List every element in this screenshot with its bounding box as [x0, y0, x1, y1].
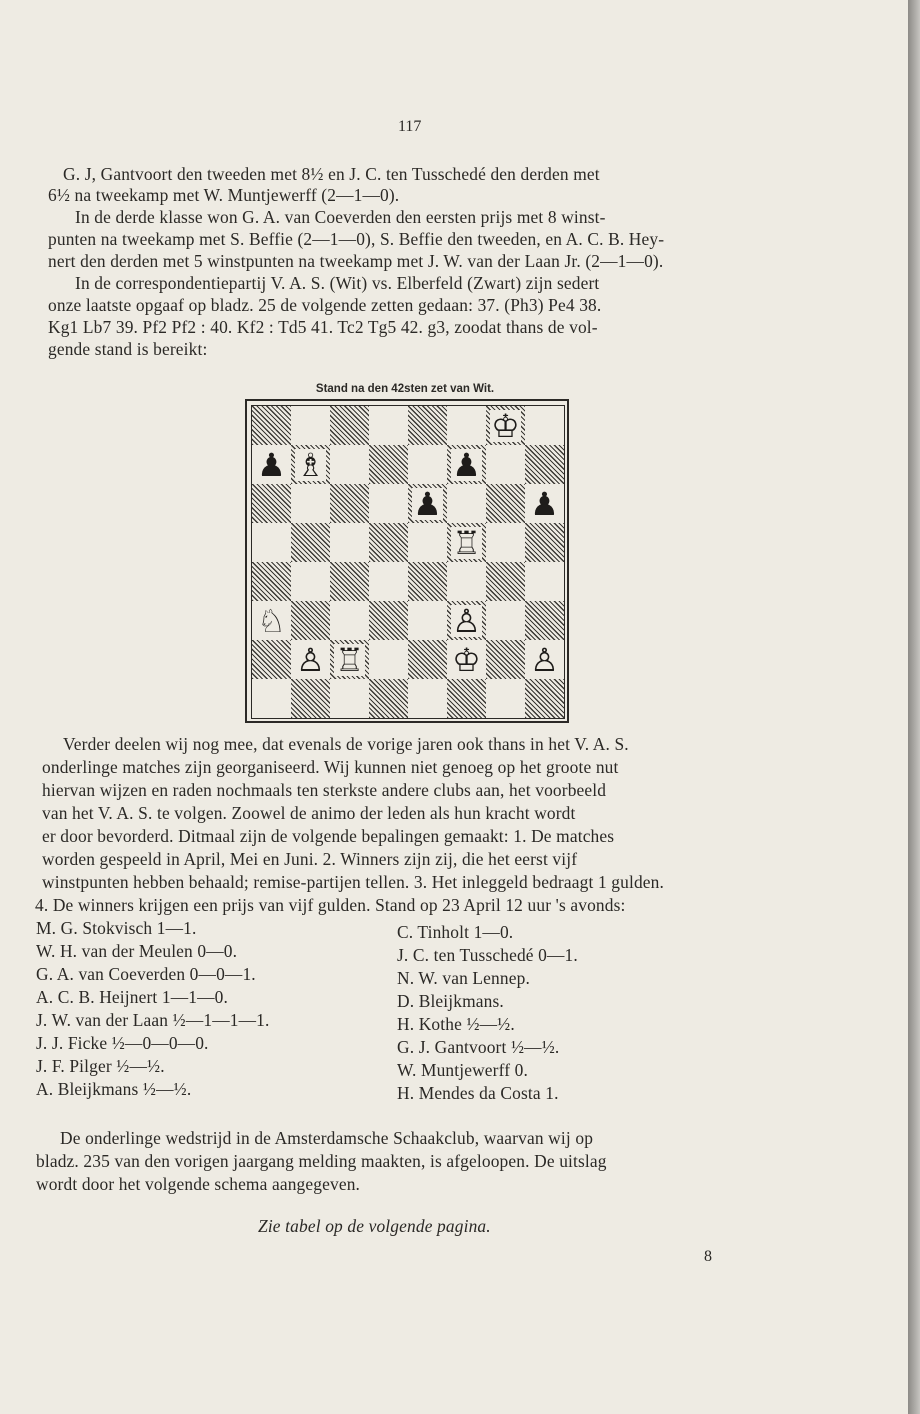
square-f2 [447, 640, 486, 679]
paragraph-1-line: gende stand is bereikt: [48, 339, 208, 359]
square-e3 [408, 601, 447, 640]
square-c7 [330, 445, 369, 484]
white-rook-icon: ♖ [452, 523, 481, 562]
paragraph-2-line: hiervan wijzen en raden nochmaals ten sterkste andere clubs aan, het voorbeeld [42, 780, 607, 800]
square-a7 [252, 445, 291, 484]
paragraph-1-line: punten na tweekamp met S. Beffie (2—1—0), S. Beffie den tweeden, en A. C. B. Hey- [48, 229, 665, 249]
square-e6 [408, 484, 447, 523]
chess-board [251, 405, 565, 719]
square-c8 [330, 406, 369, 445]
square-f3 [447, 601, 486, 640]
square-c1 [330, 679, 369, 718]
white-bishop-icon: ♗ [296, 445, 325, 484]
square-g4 [486, 562, 525, 601]
paragraph-1-line: In de correspondentiepartij V. A. S. (Wit) vs. Elberfeld (Zwart) zijn sedert [75, 273, 600, 293]
square-b6 [291, 484, 330, 523]
paragraph-3-line: bladz. 235 van den vorigen jaargang melding maakten, is afgeloopen. De uitslag [36, 1151, 607, 1171]
square-h2 [525, 640, 564, 679]
diagram-caption: Stand na den 42sten zet van Wit. [315, 383, 495, 395]
standing-entry: M. G. Stokvisch 1—1. [36, 918, 197, 938]
paragraph-3-line: De onderlinge wedstrijd in de Amsterdamsche Schaakclub, waarvan wij op [60, 1128, 594, 1148]
square-e4 [408, 562, 447, 601]
square-b3 [291, 601, 330, 640]
square-a8 [252, 406, 291, 445]
square-b4 [291, 562, 330, 601]
square-d4 [369, 562, 408, 601]
standing-entry: D. Bleijkmans. [397, 991, 504, 1011]
standing-entry: J. C. ten Tusschedé 0—1. [397, 945, 578, 965]
square-a1 [252, 679, 291, 718]
square-g5 [486, 523, 525, 562]
square-d2 [369, 640, 408, 679]
square-f7 [447, 445, 486, 484]
square-e2 [408, 640, 447, 679]
white-pawn-icon: ♙ [296, 640, 325, 679]
paragraph-2-line: winstpunten hebben behaald; remise-partijen tellen. 3. Het inleggeld bedraagt 1 gulden. [42, 872, 665, 892]
paragraph-1-line: onze laatste opgaaf op bladz. 25 de volgende zetten gedaan: 37. (Ph3) Pe4 38. [48, 295, 602, 315]
standing-entry: A. Bleijkmans ½—½. [36, 1079, 192, 1099]
square-e5 [408, 523, 447, 562]
standing-entry: G. J. Gantvoort ½—½. [397, 1037, 560, 1057]
white-pawn-icon: ♙ [530, 640, 559, 679]
standing-entry: G. A. van Coeverden 0—0—1. [36, 964, 256, 984]
square-b2 [291, 640, 330, 679]
square-b8 [291, 406, 330, 445]
paragraph-1-line: G. J, Gantvoort den tweeden met 8½ en J. C. ten Tusschedé den derden met [63, 164, 600, 184]
square-g3 [486, 601, 525, 640]
black-pawn-icon: ♟ [413, 484, 442, 523]
page-number-bottom: 8 [704, 1248, 712, 1265]
square-f6 [447, 484, 486, 523]
standing-entry: N. W. van Lennep. [397, 968, 530, 988]
square-f1 [447, 679, 486, 718]
square-h6 [525, 484, 564, 523]
square-e7 [408, 445, 447, 484]
black-pawn-icon: ♟ [452, 445, 481, 484]
square-h3 [525, 601, 564, 640]
paragraph-1-line: 6½ na tweekamp met W. Muntjewerff (2—1—0). [48, 185, 400, 205]
square-g7 [486, 445, 525, 484]
square-c5 [330, 523, 369, 562]
paragraph-2-line: van het V. A. S. te volgen. Zoowel de animo der leden als hun kracht wordt [42, 803, 576, 823]
square-c6 [330, 484, 369, 523]
square-d3 [369, 601, 408, 640]
square-h8 [525, 406, 564, 445]
standing-entry: A. C. B. Heijnert 1—1—0. [36, 987, 228, 1007]
paragraph-2-line: onderlinge matches zijn georganiseerd. Wij kunnen niet genoeg op het groote nut [42, 757, 619, 777]
standing-entry: H. Mendes da Costa 1. [397, 1083, 559, 1103]
square-c2 [330, 640, 369, 679]
square-h4 [525, 562, 564, 601]
square-c4 [330, 562, 369, 601]
footer-note: Zie tabel op de volgende pagina. [258, 1216, 491, 1236]
standing-entry: W. H. van der Meulen 0—0. [36, 941, 238, 961]
standing-entry: H. Kothe ½—½. [397, 1014, 515, 1034]
white-king-icon: ♔ [491, 406, 520, 445]
square-d6 [369, 484, 408, 523]
square-g1 [486, 679, 525, 718]
square-a4 [252, 562, 291, 601]
square-a6 [252, 484, 291, 523]
square-f4 [447, 562, 486, 601]
white-rook-icon: ♖ [335, 640, 364, 679]
square-b1 [291, 679, 330, 718]
square-g6 [486, 484, 525, 523]
black-pawn-icon: ♟ [530, 484, 559, 523]
square-a3 [252, 601, 291, 640]
square-f8 [447, 406, 486, 445]
white-pawn-icon: ♙ [452, 601, 481, 640]
square-a5 [252, 523, 291, 562]
chess-diagram [245, 399, 569, 723]
square-g2 [486, 640, 525, 679]
black-pawn-icon: ♟ [257, 445, 286, 484]
standing-entry: J. F. Pilger ½—½. [36, 1056, 165, 1076]
square-d7 [369, 445, 408, 484]
paragraph-2-line: Verder deelen wij nog mee, dat evenals de vorige jaren ook thans in het V. A. S. [63, 734, 629, 754]
square-h5 [525, 523, 564, 562]
paragraph-2-line: worden gespeeld in April, Mei en Juni. 2. Winners zijn zij, die het eerst vijf [42, 849, 578, 869]
page-edge [908, 0, 920, 1414]
square-a2 [252, 640, 291, 679]
paragraph-3-line: wordt door het volgende schema aangegeven. [36, 1174, 361, 1194]
white-knight-icon: ♘ [257, 601, 286, 640]
standing-entry: C. Tinholt 1—0. [397, 922, 514, 942]
white-king-icon: ♔ [452, 640, 481, 679]
square-f5 [447, 523, 486, 562]
standing-entry: J. W. van der Laan ½—1—1—1. [36, 1010, 270, 1030]
square-b7 [291, 445, 330, 484]
square-d1 [369, 679, 408, 718]
page-number-top: 117 [398, 118, 422, 135]
paragraph-1-line: nert den derden met 5 winstpunten na tweekamp met J. W. van der Laan Jr. (2—1—0). [48, 251, 664, 271]
square-e1 [408, 679, 447, 718]
paragraph-2-line: er door bevorderd. Ditmaal zijn de volgende bepalingen gemaakt: 1. De matches [42, 826, 615, 846]
paragraph-2-line: 4. De winners krijgen een prijs van vijf gulden. Stand op 23 April 12 uur 's avonds: [35, 895, 626, 915]
square-d8 [369, 406, 408, 445]
paragraph-1-line: In de derde klasse won G. A. van Coeverden den eersten prijs met 8 winst- [75, 207, 606, 227]
square-e8 [408, 406, 447, 445]
square-h7 [525, 445, 564, 484]
paragraph-1-line: Kg1 Lb7 39. Pf2 Pf2 : 40. Kf2 : Td5 41. Tc2 Tg5 42. g3, zoodat thans de vol- [48, 317, 598, 337]
standing-entry: J. J. Ficke ½—0—0—0. [36, 1033, 209, 1053]
square-d5 [369, 523, 408, 562]
square-g8 [486, 406, 525, 445]
square-h1 [525, 679, 564, 718]
square-c3 [330, 601, 369, 640]
square-b5 [291, 523, 330, 562]
standing-entry: W. Muntjewerff 0. [397, 1060, 529, 1080]
